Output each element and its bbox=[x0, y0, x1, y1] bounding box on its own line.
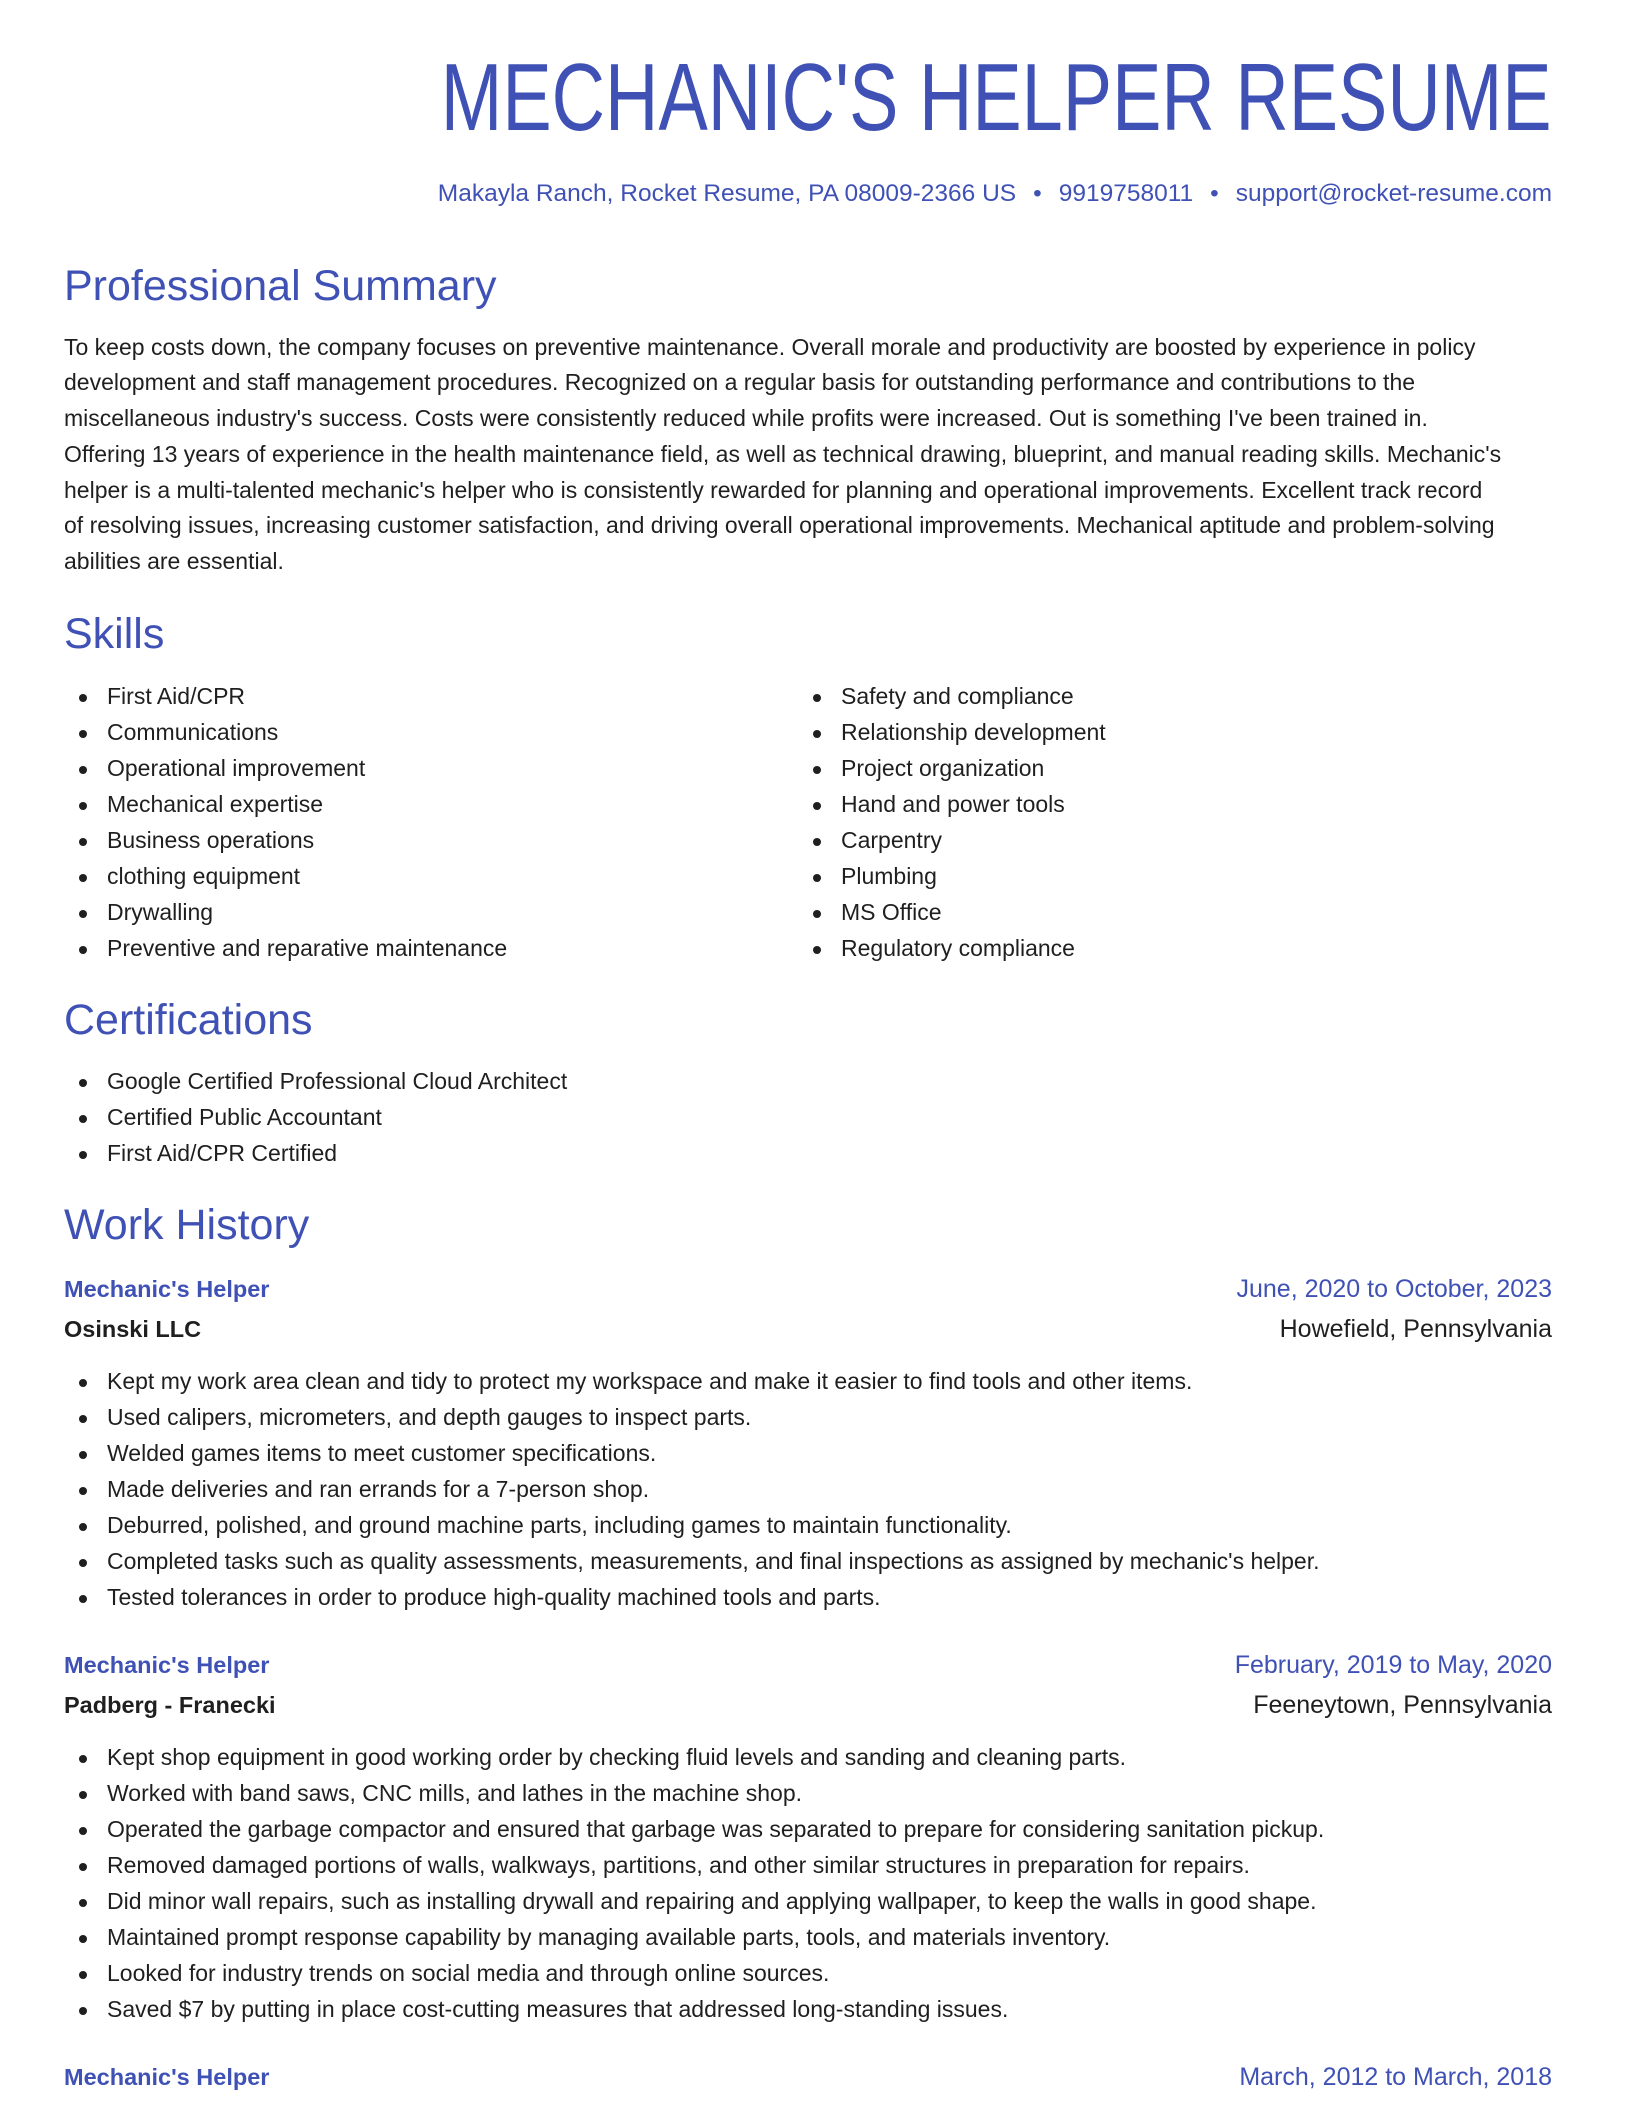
section-heading-skills: Skills bbox=[64, 610, 165, 659]
contact-separator: • bbox=[1210, 180, 1219, 207]
skill-item: clothing equipment bbox=[64, 858, 798, 894]
summary-paragraph bbox=[64, 330, 1552, 581]
skill-item: Hand and power tools bbox=[798, 786, 1552, 822]
skill-item: Plumbing bbox=[798, 858, 1552, 894]
skill-item: Preventive and reparative maintenance bbox=[64, 930, 798, 966]
skill-item: First Aid/CPR bbox=[64, 678, 798, 714]
section-heading-certifications: Certifications bbox=[64, 995, 313, 1044]
job-duty-item: Looked for industry trends on social media and through online sources. bbox=[64, 1955, 1552, 1991]
job-entry bbox=[64, 2057, 1552, 2097]
job-company-row bbox=[64, 1309, 1552, 1349]
skills-list-right bbox=[798, 678, 1552, 966]
job-duty-item: Operated the garbage compactor and ensured that garbage was separated to prepare for considering sanitation pickup. bbox=[64, 1811, 1552, 1847]
job-duty-item: Welded games items to meet customer specifications. bbox=[64, 1435, 1552, 1471]
job-duty-item: Maintained prompt response capability by managing available parts, tools, and materials inventory. bbox=[64, 1919, 1552, 1955]
skill-item: Safety and compliance bbox=[798, 678, 1552, 714]
job-duty-item: Completed tasks such as quality assessments, measurements, and final inspections as assigned by mechanic's helper. bbox=[64, 1543, 1552, 1579]
certification-item: Certified Public Accountant bbox=[64, 1099, 1552, 1135]
job-title: Mechanic's Helper bbox=[64, 1275, 270, 1302]
resume-header bbox=[64, 44, 1552, 151]
skill-item: Communications bbox=[64, 714, 798, 750]
job-entry bbox=[64, 1269, 1552, 1615]
contact-address: Makayla Ranch, Rocket Resume, PA 08009-2366 US bbox=[437, 180, 1017, 207]
summary-line: Offering 13 years of experience in the health maintenance field, as well as technical drawing, blueprint, and manual reading skills. Mechanic's bbox=[64, 440, 1502, 467]
skill-item: MS Office bbox=[798, 894, 1552, 930]
summary-line: of resolving issues, increasing customer satisfaction, and driving overall operational improvements. Mechanical aptitude and problem-solving bbox=[64, 512, 1495, 539]
job-company: Osinski LLC bbox=[64, 1315, 202, 1342]
section-heading-work-history: Work History bbox=[64, 1201, 310, 1250]
job-entry bbox=[64, 1645, 1552, 2027]
contact-line bbox=[64, 178, 1552, 210]
job-duty-item: Did minor wall repairs, such as installing drywall and repairing and applying wallpaper, to keep the walls in good shape. bbox=[64, 1883, 1552, 1919]
job-duty-item: Made deliveries and ran errands for a 7-person shop. bbox=[64, 1471, 1552, 1507]
job-title: Mechanic's Helper bbox=[64, 1651, 270, 1678]
summary-line: helper is a multi-talented mechanic's helper who is consistently rewarded for planning and operational improvements. Excellent track record bbox=[64, 476, 1483, 503]
job-duty-item: Removed damaged portions of walls, walkways, partitions, and other similar structures in preparation for repairs. bbox=[64, 1847, 1552, 1883]
job-title-row bbox=[64, 2057, 1552, 2097]
summary-line: To keep costs down, the company focuses on preventive maintenance. Overall morale and productivity are boosted by experience in policy bbox=[64, 333, 1476, 360]
contact-separator: • bbox=[1033, 180, 1042, 207]
certification-item: First Aid/CPR Certified bbox=[64, 1135, 1552, 1171]
job-location: Howefield, Pennsylvania bbox=[1279, 1314, 1552, 1343]
section-heading-professional-summary: Professional Summary bbox=[64, 262, 497, 310]
skills-list-left bbox=[64, 678, 798, 966]
job-title-row bbox=[64, 1645, 1552, 1685]
job-duty-item: Deburred, polished, and ground machine parts, including games to maintain functionality. bbox=[64, 1507, 1552, 1543]
skills-grid bbox=[64, 678, 1552, 966]
certification-item: Google Certified Professional Cloud Architect bbox=[64, 1063, 1552, 1099]
skill-item: Business operations bbox=[64, 822, 798, 858]
job-duties-list bbox=[64, 1363, 1552, 1615]
skill-item: Mechanical expertise bbox=[64, 786, 798, 822]
skill-item: Regulatory compliance bbox=[798, 930, 1552, 966]
certifications-list bbox=[64, 1063, 1552, 1171]
skill-item: Project organization bbox=[798, 750, 1552, 786]
skill-item: Carpentry bbox=[798, 822, 1552, 858]
skill-item: Operational improvement bbox=[64, 750, 798, 786]
job-dates: February, 2019 to May, 2020 bbox=[1234, 1650, 1552, 1679]
job-dates: March, 2012 to March, 2018 bbox=[1239, 2062, 1552, 2091]
summary-line: miscellaneous industry's success. Costs were consistently reduced while profits were increased. Out is something I've been trained in. bbox=[64, 405, 1428, 432]
job-duty-item: Saved $7 by putting in place cost-cutting measures that addressed long-standing issues. bbox=[64, 1991, 1552, 2027]
job-duties-list bbox=[64, 1739, 1552, 2027]
job-duty-item: Kept my work area clean and tidy to protect my workspace and make it easier to find tools and other items. bbox=[64, 1363, 1552, 1399]
job-company: Padberg - Franecki bbox=[64, 1691, 276, 1718]
resume-title: MECHANIC'S HELPER RESUME bbox=[441, 44, 1552, 151]
job-title: Mechanic's Helper bbox=[64, 2063, 270, 2090]
summary-line: development and staff management procedures. Recognized on a regular basis for outstanding performance and contributions to the bbox=[64, 369, 1416, 396]
skill-item: Drywalling bbox=[64, 894, 798, 930]
work-history-section bbox=[64, 1200, 1552, 2097]
contact-email: support@rocket-resume.com bbox=[1235, 180, 1552, 207]
professional-summary-section bbox=[64, 261, 1552, 580]
job-title-row bbox=[64, 1269, 1552, 1309]
job-duty-item: Kept shop equipment in good working order by checking fluid levels and sanding and cleaning parts. bbox=[64, 1739, 1552, 1775]
job-location: Feeneytown, Pennsylvania bbox=[1253, 1690, 1552, 1719]
summary-line: abilities are essential. bbox=[64, 548, 284, 575]
contact-phone: 9919758011 bbox=[1058, 180, 1194, 207]
skills-section bbox=[64, 609, 1552, 966]
job-duty-item: Worked with band saws, CNC mills, and lathes in the machine shop. bbox=[64, 1775, 1552, 1811]
skill-item: Relationship development bbox=[798, 714, 1552, 750]
job-duty-item: Used calipers, micrometers, and depth gauges to inspect parts. bbox=[64, 1399, 1552, 1435]
job-company-row bbox=[64, 1685, 1552, 1725]
job-duty-item: Tested tolerances in order to produce high-quality machined tools and parts. bbox=[64, 1579, 1552, 1615]
certifications-section bbox=[64, 995, 1552, 1172]
job-dates: June, 2020 to October, 2023 bbox=[1236, 1274, 1552, 1303]
